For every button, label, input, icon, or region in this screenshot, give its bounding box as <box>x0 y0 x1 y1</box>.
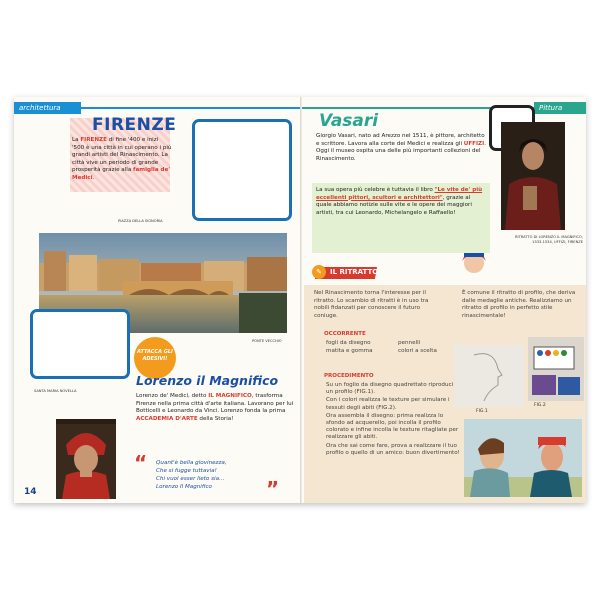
page-title-vasari: Vasari <box>319 111 379 131</box>
header-bar-left <box>76 107 300 109</box>
ritratto-intro-left: Nel Rinascimento torna l'interesse per il ritratto. Lo scambio di ritratti è in uso tra nobili fidanzati per conoscere il futuro coniuge. <box>314 290 429 319</box>
signoria-sticker-slot <box>192 119 292 221</box>
quote-line: Chi vuol esser lieto sia... <box>156 476 225 482</box>
quote-line: Che si fugge tuttavia! <box>156 468 217 474</box>
text-run: ACCADEMIA D'ARTE <box>136 415 198 422</box>
procedimento-step: Con i colori realizza le texture per simulare i tessuti degli abiti (FIG.2). <box>326 397 450 411</box>
ritratto-intro-right: È comune il ritratto di profilo, che deriva dalle medaglie antiche. Realizziamo un ritratto di profilo in perfetto stile rinascimentale! <box>462 290 576 319</box>
lorenzo-painting <box>501 122 565 230</box>
caption-ponte-vecchio: PONTE VECCHIO <box>252 339 282 343</box>
lorenzo-text <box>136 393 294 423</box>
page-number: 14 <box>24 487 37 497</box>
occorrente-list-b <box>398 340 458 355</box>
text-run: , grazie al quale abbiamo notizie sulle vite e le opere dei maggiori artisti, tra cui Leonardo, Michelangelo e Raffaello! <box>316 194 472 216</box>
text-run: "Le vite de' più eccellenti pittori, scultori e architettori" <box>316 187 483 201</box>
vasari-work <box>316 187 486 217</box>
quote-line: Quant'è bella giovinezza, <box>156 460 227 466</box>
text-run: . Oggi il museo ospita una delle più importanti collezioni del Rinascimento. <box>316 140 486 162</box>
page-fold <box>300 97 302 503</box>
palette-icon: ✎ <box>312 265 326 279</box>
caption-signoria: PIAZZA DELLA SIGNORIA <box>118 219 163 223</box>
page-title-firenze: FIRENZE <box>92 115 177 135</box>
lorenzo-title: Lorenzo il Magnifico <box>136 373 279 388</box>
text-run: La <box>72 137 81 143</box>
procedimento-step: Ora assembla il disegno: prima realizza lo sfondo ad acquerello, poi incolla il profilo colorato e infine incolla le texture ritagliate per realizzare gli abiti. <box>326 412 459 441</box>
text-run: Giorgio Vasari, nato ad Arezzo nel 1511, è pittore, architetto e scrittore. Lavora alla corte dei Medici e realizza gli <box>316 133 485 147</box>
girl-illustration <box>454 247 494 279</box>
quote-author: Lorenzo Il Magnifico <box>156 484 212 490</box>
ritratto-title: IL RITRATTO <box>330 268 379 276</box>
occorrente-title: OCCORRENTE <box>324 331 366 337</box>
section-tab-pittura: Pittura <box>534 102 586 114</box>
text-run: Lorenzo de' Medici, detto <box>136 393 209 399</box>
firenze-intro <box>72 137 172 183</box>
procedimento-steps <box>326 382 460 458</box>
book-spread <box>14 97 586 503</box>
caption-santa-maria-novella: SANTA MARIA NOVELLA <box>34 389 77 393</box>
section-tab-architettura: architettura <box>14 102 81 114</box>
occorrente-list-a <box>326 340 396 355</box>
procedimento-step: Su un foglio da disegno quadrettato riproduci un profilo (FIG.1). <box>326 382 454 396</box>
vasari-bio <box>316 133 486 163</box>
fig2-paints <box>528 337 584 401</box>
lorenzo-portrait <box>56 419 116 499</box>
text-run: La sua opera più celebre è tuttavia il libro <box>316 187 435 193</box>
procedimento-step: Ora che sai come fare, prova a realizzare il tuo profilo o quello di un amico: buon divertimento! <box>326 442 460 456</box>
occorrente-item: matita e gomma <box>326 347 373 354</box>
text-run: della Storia! <box>197 415 234 422</box>
text-run: IL MAGNIFICO <box>208 393 252 399</box>
fig2-label: FIG.2 <box>534 403 546 408</box>
occorrente-item: fogli da disegno <box>326 340 371 346</box>
novella-sticker-slot <box>30 309 130 379</box>
text-run: . <box>92 174 95 181</box>
text-run: FIRENZE <box>80 137 107 143</box>
procedimento-title: PROCEDIMENTO <box>324 373 374 379</box>
fig1-label: FIG.1 <box>476 409 488 414</box>
profile-portraits-artwork <box>464 419 582 497</box>
sticker-badge-label: ATTACCA GLI ADESIVI! <box>137 349 173 362</box>
text-run: , trasforma Firenze nella prima città d'arte italiana. Lavorano per lui Botticelli e Leonardo da Vinci. Lorenzo fonda la prima <box>136 393 294 415</box>
quote-close-mark: ” <box>266 477 280 501</box>
fig1-sketch <box>454 345 524 407</box>
text-run: di fine '400 e inizi '500 è una città in cui operano i più grandi artisti del Rinascimento. La città vive un periodo di grande prosperità grazie alla <box>72 137 172 174</box>
occorrente-item: pennelli <box>398 340 421 346</box>
portrait-caption: RITRATTO DI LORENZO IL MAGNIFICO, 1533-1534, UFFIZI, FIRENZE <box>515 235 583 244</box>
quote-block <box>156 459 266 491</box>
text-run: UFFIZI <box>463 140 485 147</box>
text-run: famiglia de' Medici <box>72 167 171 181</box>
occorrente-item: colori a scelta <box>398 347 437 354</box>
quote-open-mark: “ <box>134 451 148 475</box>
